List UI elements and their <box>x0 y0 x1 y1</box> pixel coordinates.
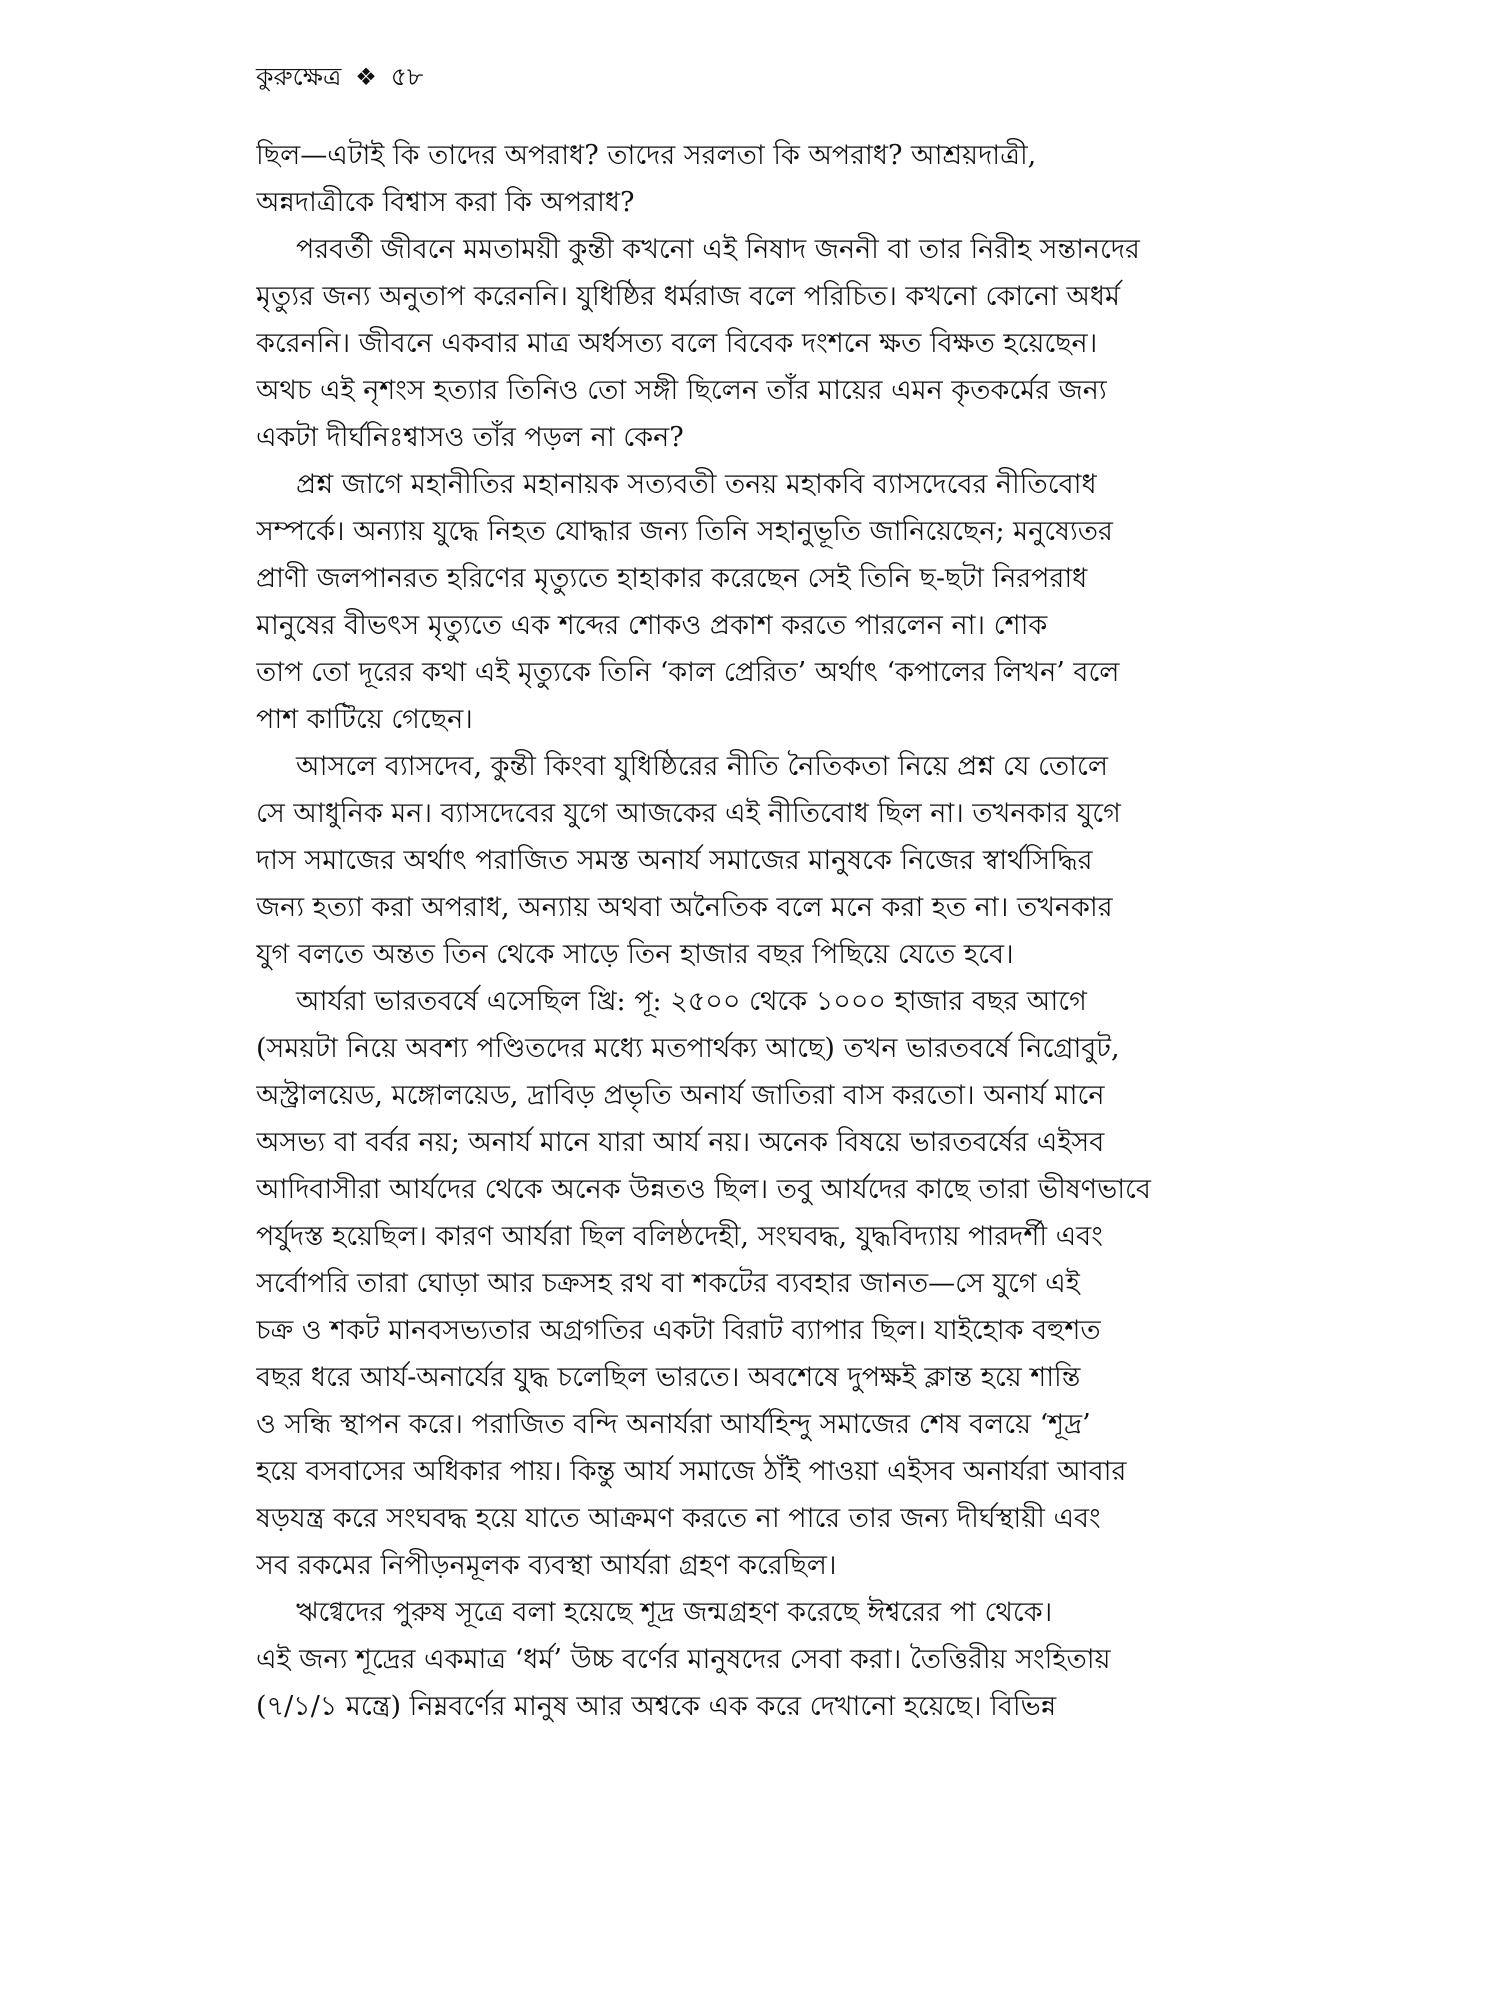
text-line: যুগ বলতে অন্তত তিন থেকে সাড়ে তিন হাজার বছর পিছিয়ে যেতে হবে। <box>256 939 1014 970</box>
text-line: তাপ তো দূরের কথা এই মৃত্যুকে তিনি ‘কাল প্রেরিত’ অর্থাৎ ‘কপালের লিখন’ বলে <box>256 657 1120 688</box>
text-line: সর্বোপরি তারা ঘোড়া আর চক্রসহ রথ বা শকটের ব্যবহার জানত—সে যুগে এই <box>256 1268 1080 1299</box>
text-line: ঋগ্বেদের পুরুষ সূত্রে বলা হয়েছে শূদ্র জন্মগ্রহণ করেছে ঈশ্বরের পা থেকে। <box>296 1597 1053 1628</box>
text-line: একটা দীর্ঘনিঃশ্বাসও তাঁর পড়ল না কেন? <box>256 422 684 453</box>
text-line: মানুষের বীভৎস মৃত্যুতে এক শব্দের শোকও প্রকাশ করতে পারলেন না। শোক <box>256 610 1048 641</box>
text-line: প্রাণী জলপানরত হরিণের মৃত্যুতে হাহাকার করেছেন সেই তিনি ছ-ছটা নিরপরাধ <box>256 563 1088 594</box>
text-line: অসভ্য বা বর্বর নয়; অনার্য মানে যারা আর্য নয়। অনেক বিষয়ে ভারতবর্ষের এইসব <box>256 1127 1105 1158</box>
book-title: কুরুক্ষেত্র <box>256 62 342 91</box>
text-line: অথচ এই নৃশংস হত্যার তিনিও তো সঙ্গী ছিলেন তাঁর মায়ের এমন কৃতকর্মের জন্য <box>256 375 1107 406</box>
text-line: জন্য হত্যা করা অপরাধ, অন্যায় অথবা অনৈতিক বলে মনে করা হত না। তখনকার <box>256 892 1113 923</box>
text-line: সম্পর্কে। অন্যায় যুদ্ধে নিহত যোদ্ধার জন্য তিনি সহানুভূতি জানিয়েছেন; মনুষ্যেতর <box>256 516 1113 547</box>
text-line: অস্ট্রালয়েড, মঙ্গোলয়েড, দ্রাবিড় প্রভৃতি অনার্য জাতিরা বাস করতো। অনার্য মানে <box>256 1080 1105 1111</box>
page-number: ৫৮ <box>390 62 424 91</box>
text-line: সে আধুনিক মন। ব্যাসদেবের যুগে আজকের এই নীতিবোধ ছিল না। তখনকার যুগে <box>256 798 1121 829</box>
text-line: এই জন্য শূদ্রের একমাত্র ‘ধর্ম’ উচ্চ বর্ণের মানুষদের সেবা করা। তৈত্তিরীয় সংহিতায় <box>256 1644 1111 1675</box>
body-text <box>256 132 1301 1730</box>
text-line: অন্নদাত্রীকে বিশ্বাস করা কি অপরাধ? <box>256 187 635 218</box>
text-line: ও সন্ধি স্থাপন করে। পরাজিত বন্দি অনার্যরা আর্যহিন্দু সমাজের শেষ বলয়ে ‘শূদ্র’ <box>256 1409 1091 1440</box>
running-header <box>256 62 423 92</box>
text-line: ছিল—এটাই কি তাদের অপরাধ? তাদের সরলতা কি অপরাধ? আশ্রয়দাত্রী, <box>256 140 1037 171</box>
text-line: সব রকমের নিপীড়নমূলক ব্যবস্থা আর্যরা গ্রহণ করেছিল। <box>256 1550 837 1581</box>
text-line: প্রশ্ন জাগে মহানীতির মহানায়ক সত্যবতী তনয় মহাকবি ব্যাসদেবের নীতিবোধ <box>296 469 1097 500</box>
text-line: পরবর্তী জীবনে মমতাময়ী কুন্তী কখনো এই নিষাদ জননী বা তার নিরীহ সন্তানদের <box>296 234 1140 265</box>
text-line: আর্যরা ভারতবর্ষে এসেছিল খ্রি: পূ: ২৫০০ থেকে ১০০০ হাজার বছর আগে <box>296 986 1087 1017</box>
text-line: মৃত্যুর জন্য অনুতাপ করেননি। যুধিষ্ঠির ধর্মরাজ বলে পরিচিত। কখনো কোনো অধর্ম <box>256 281 1121 312</box>
text-line: পাশ কাটিয়ে গেছেন। <box>256 704 473 735</box>
text-line: আসলে ব্যাসদেব, কুন্তী কিংবা যুধিষ্ঠিরের নীতি নৈতিকতা নিয়ে প্রশ্ন যে তোলে <box>296 751 1108 782</box>
text-line: করেননি। জীবনে একবার মাত্র অর্ধসত্য বলে বিবেক দংশনে ক্ষত বিক্ষত হয়েছেন। <box>256 328 1098 359</box>
text-line: (সময়টা নিয়ে অবশ্য পণ্ডিতদের মধ্যে মতপার্থক্য আছে) তখন ভারতবর্ষে নিগ্রোবুট, <box>256 1033 1120 1064</box>
text-line: হয়ে বসবাসের অধিকার পায়। কিন্তু আর্য সমাজে ঠাঁই পাওয়া এইসব অনার্যরা আবার <box>256 1456 1127 1487</box>
text-line: ষড়যন্ত্র করে সংঘবদ্ধ হয়ে যাতে আক্রমণ করতে না পারে তার জন্য দীর্ঘস্থায়ী এবং <box>256 1503 1101 1534</box>
text-line: বছর ধরে আর্য-অনার্যের যুদ্ধ চলেছিল ভারতে। অবশেষে দুপক্ষই ক্লান্ত হয়ে শান্তি <box>256 1362 1081 1393</box>
text-line: চক্র ও শকট মানবসভ্যতার অগ্রগতির একটা বিরাট ব্যাপার ছিল। যাইহোক বহুশত <box>256 1315 1101 1346</box>
text-line: দাস সমাজের অর্থাৎ পরাজিত সমস্ত অনার্য সমাজের মানুষকে নিজের স্বার্থসিদ্ধির <box>256 845 1093 876</box>
text-line: আদিবাসীরা আর্যদের থেকে অনেক উন্নতও ছিল। তবু আর্যদের কাছে তারা ভীষণভাবে <box>256 1174 1151 1205</box>
ornament-separator-icon: ❖ <box>355 63 377 91</box>
text-line: পর্যুদস্ত হয়েছিল। কারণ আর্যরা ছিল বলিষ্ঠদেহী, সংঘবদ্ধ, যুদ্ধবিদ্যায় পারদর্শী এবং <box>256 1221 1103 1252</box>
text-line: (৭/১/১ মন্ত্রে) নিম্নবর্ণের মানুষ আর অশ্বকে এক করে দেখানো হয়েছে। বিভিন্ন <box>256 1691 1057 1722</box>
